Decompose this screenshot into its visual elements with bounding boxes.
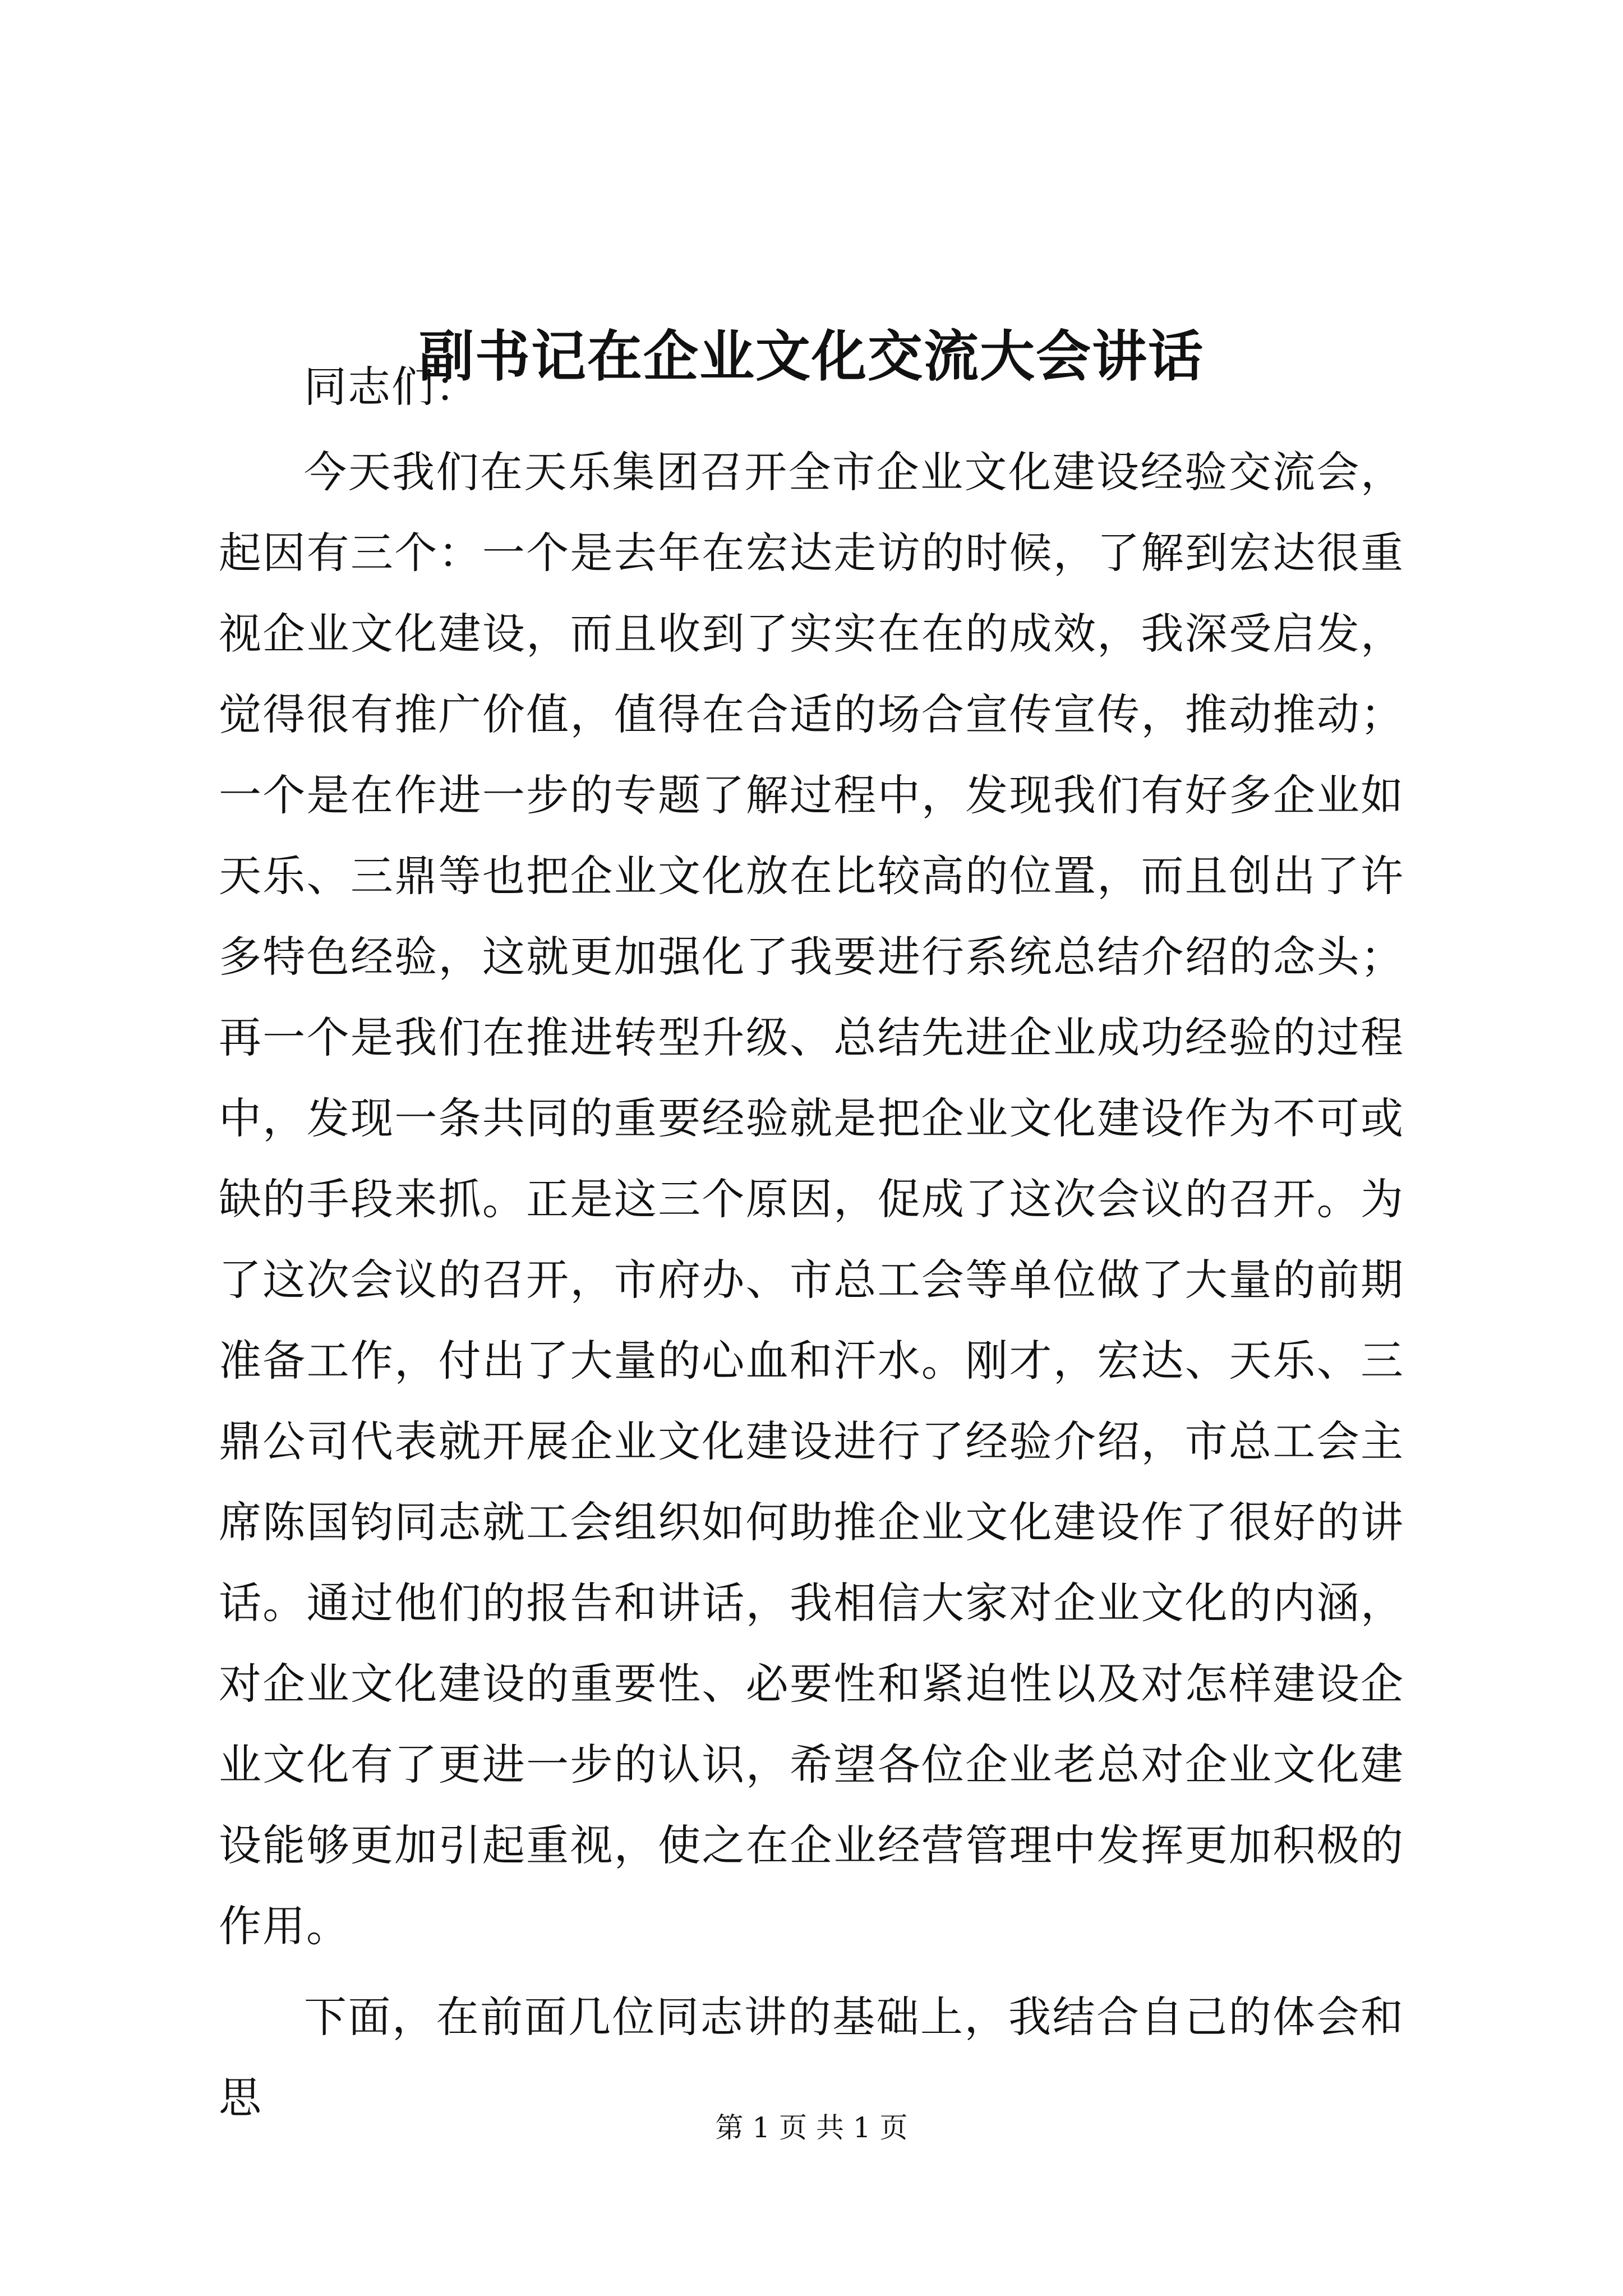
page-title: 副书记在企业文化交流大会讲话 <box>418 324 1204 389</box>
document-body <box>219 347 1404 2138</box>
paragraph-2: 下面，在前面几位同志讲的基础上，我结合自己的体会和思 <box>219 1992 1404 2123</box>
salutation: 同志们： <box>304 362 479 412</box>
page-number-footer: 第 1 页 共 1 页 <box>715 2111 908 2144</box>
paragraph-1: 今天我们在天乐集团召开全市企业文化建设经验交流会，起因有三个：一个是去年在宏达走访的时候，了解到宏达很重视企业文化建设，而且收到了实实在在的成效，我深受启发，觉得很有推广价值，值得在合适的场合宣传宣传，推动推动；一个是在作进一步的专题了解过程中，发现我们有好多企业如天乐、三鼎等也把企业文化放在比较高的位置，而且创出了许多特色经验，这就更加强化了我要进行系统总结介绍的念头；再一个是我们在推进转型升级、总结先进企业成功经验的过程中，发现一条共同的重要经验就是把企业文化建设作为不可或缺的手段来抓。正是这三个原因，促成了这次会议的召开。为了这次会议的召开，市府办、市总工会等单位做了大量的前期准备工作，付出了大量的心血和汗水。刚才，宏达、天乐、三鼎公司代表就开展企业文化建设进行了经验介绍，市总工会主席陈国钧同志就工会组织如何助推企业文化建设作了很好的讲话。通过他们的报告和讲话，我相信大家对企业文化的内涵，对企业文化建设的重要性、必要性和紧迫性以及对怎样建设企业文化有了更进一步的认识，希望各位企业老总对企业文化建设能够更加引起重视，使之在企业经营管理中发挥更加积极的作用。 <box>219 447 1404 1951</box>
